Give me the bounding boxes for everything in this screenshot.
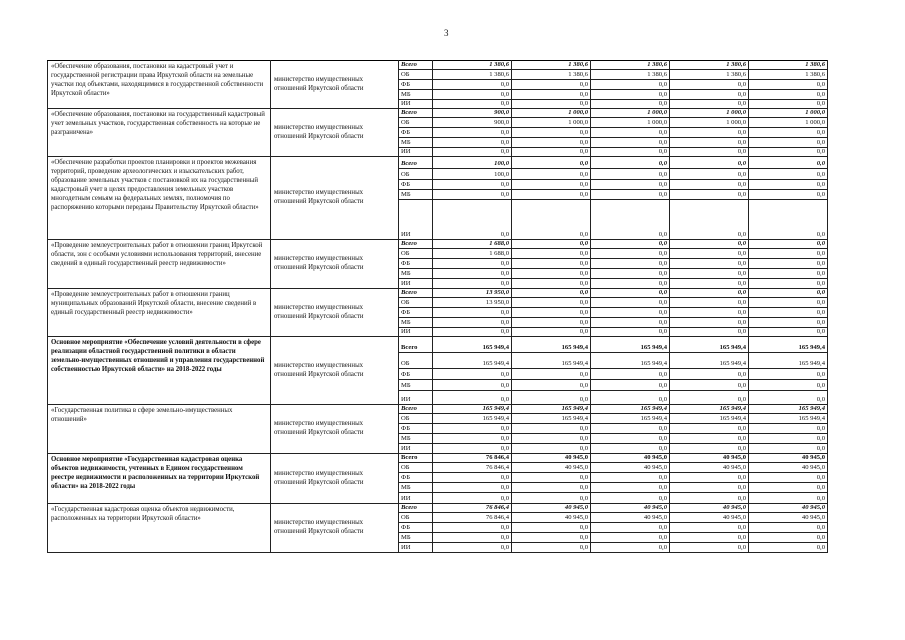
- funding-value: 0,0: [591, 543, 670, 553]
- funding-source: Всего: [399, 504, 433, 513]
- funding-value: 0,0: [433, 279, 512, 289]
- funding-value: 0,0: [670, 483, 749, 493]
- funding-value: 0,0: [749, 369, 828, 380]
- funding-value: 0,0: [512, 269, 591, 279]
- funding-value: 0,0: [433, 90, 512, 100]
- funding-value: 1 380,6: [749, 70, 828, 80]
- funding-source: ИИ: [399, 444, 433, 454]
- measure-description: «Проведение землеустроительных работ в отношении границ муниципальных образований Иркутской области, внесение сведений в единый государственный реестр недвижимости»: [48, 289, 271, 337]
- table-row: [48, 454, 828, 463]
- funding-value: 1 380,6: [512, 70, 591, 80]
- funding-value: 0,0: [512, 80, 591, 90]
- funding-value: 165 949,4: [433, 353, 512, 369]
- funding-value: 0,0: [433, 533, 512, 543]
- funding-value: 0,0: [749, 523, 828, 533]
- funding-value: 0,0: [591, 148, 670, 157]
- funding-source: Всего: [399, 454, 433, 463]
- funding-source: ИИ: [399, 200, 433, 240]
- funding-value: 0,0: [433, 328, 512, 337]
- funding-value: 0,0: [591, 269, 670, 279]
- funding-value: 1 000,0: [512, 118, 591, 128]
- responsible-executor: министерство имущественных отношений Иркутской области: [271, 504, 399, 553]
- funding-value: 0,0: [433, 259, 512, 269]
- funding-source: МБ: [399, 138, 433, 148]
- table-row: [48, 157, 828, 169]
- funding-value: 76 846,4: [433, 504, 512, 513]
- funding-source: ОБ: [399, 513, 433, 523]
- funding-value: 165 949,4: [512, 414, 591, 424]
- funding-value: 0,0: [670, 148, 749, 157]
- funding-value: 0,0: [512, 483, 591, 493]
- funding-value: 0,0: [749, 444, 828, 454]
- funding-source: ФБ: [399, 523, 433, 533]
- funding-value: 40 945,0: [512, 463, 591, 473]
- funding-source: МБ: [399, 380, 433, 391]
- funding-value: 0,0: [749, 138, 828, 148]
- funding-value: 0,0: [749, 493, 828, 504]
- funding-value: 1 688,0: [433, 240, 512, 249]
- funding-value: 0,0: [512, 259, 591, 269]
- funding-source: ИИ: [399, 100, 433, 109]
- funding-value: 0,0: [591, 473, 670, 483]
- funding-source: МБ: [399, 190, 433, 200]
- funding-value: 0,0: [670, 279, 749, 289]
- funding-value: 165 949,4: [433, 405, 512, 414]
- funding-value: 0,0: [749, 157, 828, 169]
- funding-value: 0,0: [670, 157, 749, 169]
- funding-value: 0,0: [591, 369, 670, 380]
- funding-value: 40 945,0: [749, 454, 828, 463]
- funding-source: ОБ: [399, 118, 433, 128]
- funding-value: 0,0: [749, 318, 828, 328]
- funding-value: 76 846,4: [433, 454, 512, 463]
- funding-value: 0,0: [591, 533, 670, 543]
- funding-value: 0,0: [670, 424, 749, 434]
- funding-value: 0,0: [591, 100, 670, 109]
- funding-value: 0,0: [749, 289, 828, 298]
- funding-source: Всего: [399, 109, 433, 118]
- funding-value: 0,0: [591, 249, 670, 259]
- funding-value: 0,0: [512, 424, 591, 434]
- funding-source: Всего: [399, 61, 433, 70]
- funding-value: 0,0: [512, 473, 591, 483]
- funding-value: 165 949,4: [670, 337, 749, 353]
- funding-value: 165 949,4: [433, 337, 512, 353]
- funding-source: МБ: [399, 269, 433, 279]
- funding-value: 0,0: [591, 289, 670, 298]
- funding-source: ФБ: [399, 473, 433, 483]
- funding-value: 0,0: [433, 128, 512, 138]
- funding-value: 0,0: [591, 298, 670, 308]
- funding-value: 0,0: [670, 80, 749, 90]
- funding-value: 0,0: [512, 128, 591, 138]
- funding-source: МБ: [399, 90, 433, 100]
- funding-value: 0,0: [670, 380, 749, 391]
- funding-value: 76 846,4: [433, 513, 512, 523]
- funding-value: 0,0: [670, 523, 749, 533]
- funding-value: 0,0: [512, 148, 591, 157]
- funding-source: ОБ: [399, 70, 433, 80]
- funding-value: 0,0: [433, 308, 512, 318]
- funding-value: 1 380,6: [591, 70, 670, 80]
- funding-value: 0,0: [749, 279, 828, 289]
- funding-value: 1 000,0: [591, 109, 670, 118]
- funding-value: 40 945,0: [591, 454, 670, 463]
- funding-value: 0,0: [670, 308, 749, 318]
- funding-value: 0,0: [433, 391, 512, 405]
- funding-source: ФБ: [399, 128, 433, 138]
- funding-value: 0,0: [512, 533, 591, 543]
- funding-source: ИИ: [399, 328, 433, 337]
- funding-value: 0,0: [591, 80, 670, 90]
- funding-source: ИИ: [399, 279, 433, 289]
- funding-value: 40 945,0: [749, 504, 828, 513]
- funding-value: 0,0: [749, 533, 828, 543]
- table-row: [48, 337, 828, 353]
- funding-value: 0,0: [749, 249, 828, 259]
- funding-value: 165 949,4: [591, 414, 670, 424]
- funding-source: ФБ: [399, 424, 433, 434]
- funding-value: 0,0: [670, 533, 749, 543]
- measure-description: «Государственная кадастровая оценка объектов недвижимости, расположенных на территории Иркутской области»: [48, 504, 271, 553]
- funding-value: 0,0: [749, 543, 828, 553]
- funding-value: 0,0: [591, 200, 670, 240]
- funding-value: 0,0: [670, 318, 749, 328]
- funding-value: 40 945,0: [670, 454, 749, 463]
- funding-value: 0,0: [512, 289, 591, 298]
- table-row: [48, 109, 828, 118]
- funding-source: ФБ: [399, 80, 433, 90]
- funding-source: МБ: [399, 318, 433, 328]
- funding-value: 0,0: [670, 138, 749, 148]
- responsible-executor: министерство имущественных отношений Иркутской области: [271, 240, 399, 289]
- funding-value: 0,0: [591, 391, 670, 405]
- funding-value: 1 380,6: [512, 61, 591, 70]
- funding-source: МБ: [399, 483, 433, 493]
- funding-value: 40 945,0: [591, 504, 670, 513]
- funding-value: 40 945,0: [749, 463, 828, 473]
- funding-value: 0,0: [512, 240, 591, 249]
- funding-value: 0,0: [512, 308, 591, 318]
- funding-source: ИИ: [399, 148, 433, 157]
- funding-value: 0,0: [591, 444, 670, 454]
- funding-source: Всего: [399, 240, 433, 249]
- funding-value: 0,0: [591, 483, 670, 493]
- funding-value: 40 945,0: [512, 513, 591, 523]
- funding-value: 40 945,0: [670, 504, 749, 513]
- funding-value: 1 000,0: [591, 118, 670, 128]
- funding-value: 100,0: [433, 169, 512, 180]
- page-number: 3: [444, 28, 449, 38]
- funding-value: 0,0: [749, 90, 828, 100]
- funding-value: 0,0: [512, 90, 591, 100]
- funding-value: 1 000,0: [512, 109, 591, 118]
- funding-value: 0,0: [433, 180, 512, 190]
- funding-value: 0,0: [670, 298, 749, 308]
- funding-value: 0,0: [749, 190, 828, 200]
- funding-value: 0,0: [433, 543, 512, 553]
- funding-value: 165 949,4: [512, 353, 591, 369]
- funding-value: 0,0: [749, 380, 828, 391]
- funding-source: МБ: [399, 434, 433, 444]
- table-row: [48, 61, 828, 70]
- table-row: [48, 504, 828, 513]
- measure-description: Основное мероприятие «Государственная кадастровая оценка объектов недвижимости, учтенных в Едином государственном реестре недвижимости и расположенных на территории Иркутской области» на 2018-2022 годы: [48, 454, 271, 504]
- funding-source: ФБ: [399, 180, 433, 190]
- funding-value: 0,0: [591, 279, 670, 289]
- funding-value: 0,0: [749, 259, 828, 269]
- funding-value: 40 945,0: [591, 513, 670, 523]
- funding-value: 165 949,4: [749, 405, 828, 414]
- funding-value: 0,0: [670, 473, 749, 483]
- funding-source: ОБ: [399, 298, 433, 308]
- funding-value: 40 945,0: [670, 513, 749, 523]
- funding-source: ФБ: [399, 259, 433, 269]
- funding-value: 0,0: [670, 180, 749, 190]
- table-row: [48, 405, 828, 414]
- funding-value: 40 945,0: [512, 454, 591, 463]
- funding-value: 0,0: [512, 523, 591, 533]
- funding-value: 0,0: [512, 328, 591, 337]
- funding-source: ОБ: [399, 249, 433, 259]
- measure-description: «Обеспечение образования, постановки на кадастровый учет и государственной регистрации права Иркутской области на земельные участки под объектами, находящимися в государственной собственности Иркутской области»: [48, 61, 271, 109]
- funding-value: 0,0: [512, 434, 591, 444]
- funding-value: 1 380,6: [670, 70, 749, 80]
- funding-value: 0,0: [749, 473, 828, 483]
- funding-source: ОБ: [399, 414, 433, 424]
- funding-value: 0,0: [433, 100, 512, 109]
- funding-value: 40 945,0: [749, 513, 828, 523]
- funding-value: 1 380,6: [670, 61, 749, 70]
- funding-source: МБ: [399, 533, 433, 543]
- funding-value: 1 380,6: [749, 61, 828, 70]
- funding-value: 40 945,0: [591, 463, 670, 473]
- funding-value: 40 945,0: [512, 504, 591, 513]
- funding-source: Всего: [399, 289, 433, 298]
- funding-value: 0,0: [749, 200, 828, 240]
- funding-value: 0,0: [512, 444, 591, 454]
- funding-value: 0,0: [591, 128, 670, 138]
- funding-value: 13 950,0: [433, 289, 512, 298]
- funding-value: 165 949,4: [670, 353, 749, 369]
- funding-source: ИИ: [399, 493, 433, 504]
- funding-value: 0,0: [749, 391, 828, 405]
- funding-value: 0,0: [591, 308, 670, 318]
- funding-value: 0,0: [433, 200, 512, 240]
- funding-value: 0,0: [749, 269, 828, 279]
- funding-value: 0,0: [749, 483, 828, 493]
- funding-value: 0,0: [512, 369, 591, 380]
- funding-value: 1 000,0: [749, 109, 828, 118]
- funding-value: 0,0: [591, 180, 670, 190]
- funding-value: 0,0: [512, 298, 591, 308]
- funding-source: ФБ: [399, 369, 433, 380]
- funding-value: 0,0: [670, 190, 749, 200]
- funding-value: 0,0: [670, 391, 749, 405]
- funding-value: 40 945,0: [670, 463, 749, 473]
- funding-value: 0,0: [433, 318, 512, 328]
- funding-source: ОБ: [399, 463, 433, 473]
- funding-value: 0,0: [670, 493, 749, 504]
- funding-value: 0,0: [670, 269, 749, 279]
- funding-value: 0,0: [591, 138, 670, 148]
- funding-value: 0,0: [433, 473, 512, 483]
- responsible-executor: министерство имущественных отношений Иркутской области: [271, 405, 399, 454]
- funding-value: 0,0: [749, 80, 828, 90]
- funding-value: 0,0: [749, 424, 828, 434]
- funding-source: ОБ: [399, 353, 433, 369]
- funding-value: 165 949,4: [591, 353, 670, 369]
- funding-value: 100,0: [433, 157, 512, 169]
- funding-value: 0,0: [512, 249, 591, 259]
- funding-value: 0,0: [670, 369, 749, 380]
- funding-value: 0,0: [512, 380, 591, 391]
- funding-value: 0,0: [591, 328, 670, 337]
- funding-value: 1 000,0: [670, 109, 749, 118]
- funding-value: 0,0: [433, 424, 512, 434]
- funding-value: 0,0: [512, 318, 591, 328]
- funding-value: 0,0: [749, 434, 828, 444]
- funding-value: 165 949,4: [749, 414, 828, 424]
- funding-value: 0,0: [591, 493, 670, 504]
- funding-value: 0,0: [512, 157, 591, 169]
- funding-source: Всего: [399, 157, 433, 169]
- funding-value: 0,0: [670, 434, 749, 444]
- funding-value: 0,0: [433, 434, 512, 444]
- funding-value: 1 688,0: [433, 249, 512, 259]
- funding-value: 0,0: [512, 493, 591, 504]
- funding-value: 0,0: [749, 100, 828, 109]
- table-row: [48, 289, 828, 298]
- funding-value: 0,0: [512, 180, 591, 190]
- funding-value: 0,0: [512, 190, 591, 200]
- funding-value: 0,0: [670, 128, 749, 138]
- funding-value: 0,0: [433, 190, 512, 200]
- funding-value: 0,0: [749, 240, 828, 249]
- funding-value: 0,0: [670, 259, 749, 269]
- measure-description: «Государственная политика в сфере земельно-имущественных отношений»: [48, 405, 271, 454]
- responsible-executor: министерство имущественных отношений Иркутской области: [271, 61, 399, 109]
- measure-description: «Проведение землеустроительных работ в отношении границ Иркутской области, зон с особыми условиями использования территорий, внесение сведений в единый государственный реестр недвижимости»: [48, 240, 271, 289]
- table-row: [48, 240, 828, 249]
- funding-value: 0,0: [433, 444, 512, 454]
- funding-value: 0,0: [591, 157, 670, 169]
- funding-value: 0,0: [670, 328, 749, 337]
- funding-source: Всего: [399, 405, 433, 414]
- funding-value: 0,0: [749, 180, 828, 190]
- funding-value: 0,0: [749, 169, 828, 180]
- funding-value: 0,0: [512, 100, 591, 109]
- measure-description: Основное мероприятие «Обеспечение условий деятельности в сфере реализации областной государственной политики в области земельно-имущественных отношений и управления государственной собственностью Иркутской области» на 2018-2022 годы: [48, 337, 271, 405]
- funding-value: 76 846,4: [433, 463, 512, 473]
- responsible-executor: министерство имущественных отношений Иркутской области: [271, 157, 399, 240]
- funding-value: 0,0: [670, 200, 749, 240]
- funding-value: 0,0: [433, 483, 512, 493]
- funding-value: 0,0: [670, 289, 749, 298]
- funding-value: 0,0: [749, 128, 828, 138]
- responsible-executor: министерство имущественных отношений Иркутской области: [271, 109, 399, 157]
- responsible-executor: министерство имущественных отношений Иркутской области: [271, 289, 399, 337]
- measure-description: «Обеспечение разработки проектов планировки и проектов межевания территорий, проведение археологических и изыскательских работ, образование земельных участков с постановкой их на государственный кадастровый учет в целях предоставления земельных участков многодетным семьям на федеральных землях, полномочия по распоряжению которыми переданы Правительству Иркутской области»: [48, 157, 271, 240]
- funding-value: 0,0: [591, 259, 670, 269]
- funding-source: ИИ: [399, 391, 433, 405]
- funding-value: 165 949,4: [512, 337, 591, 353]
- funding-value: 165 949,4: [670, 414, 749, 424]
- funding-value: 13 950,0: [433, 298, 512, 308]
- funding-value: 165 949,4: [749, 337, 828, 353]
- funding-value: 0,0: [433, 493, 512, 504]
- funding-source: ФБ: [399, 308, 433, 318]
- funding-value: 0,0: [512, 279, 591, 289]
- funding-value: 0,0: [591, 90, 670, 100]
- funding-value: 0,0: [749, 308, 828, 318]
- funding-value: 0,0: [512, 543, 591, 553]
- funding-value: 1 380,6: [591, 61, 670, 70]
- funding-value: 165 949,4: [591, 337, 670, 353]
- funding-value: 0,0: [433, 138, 512, 148]
- funding-value: 0,0: [670, 240, 749, 249]
- funding-source: ИИ: [399, 543, 433, 553]
- funding-value: 0,0: [670, 543, 749, 553]
- funding-value: 0,0: [433, 148, 512, 157]
- funding-value: 0,0: [670, 444, 749, 454]
- funding-value: 0,0: [433, 369, 512, 380]
- funding-value: 900,0: [433, 109, 512, 118]
- funding-value: 165 949,4: [433, 414, 512, 424]
- funding-value: 0,0: [512, 200, 591, 240]
- funding-value: 0,0: [749, 148, 828, 157]
- funding-value: 0,0: [591, 424, 670, 434]
- funding-value: 0,0: [749, 298, 828, 308]
- funding-value: 0,0: [433, 380, 512, 391]
- funding-value: 165 949,4: [749, 353, 828, 369]
- funding-source: Всего: [399, 337, 433, 353]
- funding-value: 1 380,6: [433, 61, 512, 70]
- funding-value: 0,0: [749, 328, 828, 337]
- funding-value: 0,0: [591, 380, 670, 391]
- funding-value: 0,0: [591, 523, 670, 533]
- funding-value: 0,0: [591, 318, 670, 328]
- funding-value: 0,0: [512, 391, 591, 405]
- funding-table: [47, 60, 828, 553]
- funding-value: 1 000,0: [749, 118, 828, 128]
- measure-description: «Обеспечение образования, постановки на государственный кадастровый учет земельных участков, государственная собственность на которые не разграничена»: [48, 109, 271, 157]
- funding-source: ОБ: [399, 169, 433, 180]
- funding-value: 0,0: [670, 100, 749, 109]
- funding-value: 0,0: [591, 169, 670, 180]
- funding-value: 1 000,0: [670, 118, 749, 128]
- funding-value: 0,0: [591, 190, 670, 200]
- funding-value: 0,0: [670, 169, 749, 180]
- funding-value: 165 949,4: [591, 405, 670, 414]
- funding-value: 165 949,4: [670, 405, 749, 414]
- funding-value: 0,0: [512, 169, 591, 180]
- funding-value: 0,0: [591, 240, 670, 249]
- responsible-executor: министерство имущественных отношений Иркутской области: [271, 454, 399, 504]
- funding-value: 0,0: [512, 138, 591, 148]
- funding-value: 165 949,4: [512, 405, 591, 414]
- funding-value: 0,0: [433, 80, 512, 90]
- funding-value: 0,0: [670, 249, 749, 259]
- funding-value: 0,0: [591, 434, 670, 444]
- funding-value: 900,0: [433, 118, 512, 128]
- responsible-executor: министерство имущественных отношений Иркутской области: [271, 337, 399, 405]
- funding-value: 0,0: [433, 523, 512, 533]
- funding-value: 1 380,6: [433, 70, 512, 80]
- funding-value: 0,0: [670, 90, 749, 100]
- funding-value: 0,0: [433, 269, 512, 279]
